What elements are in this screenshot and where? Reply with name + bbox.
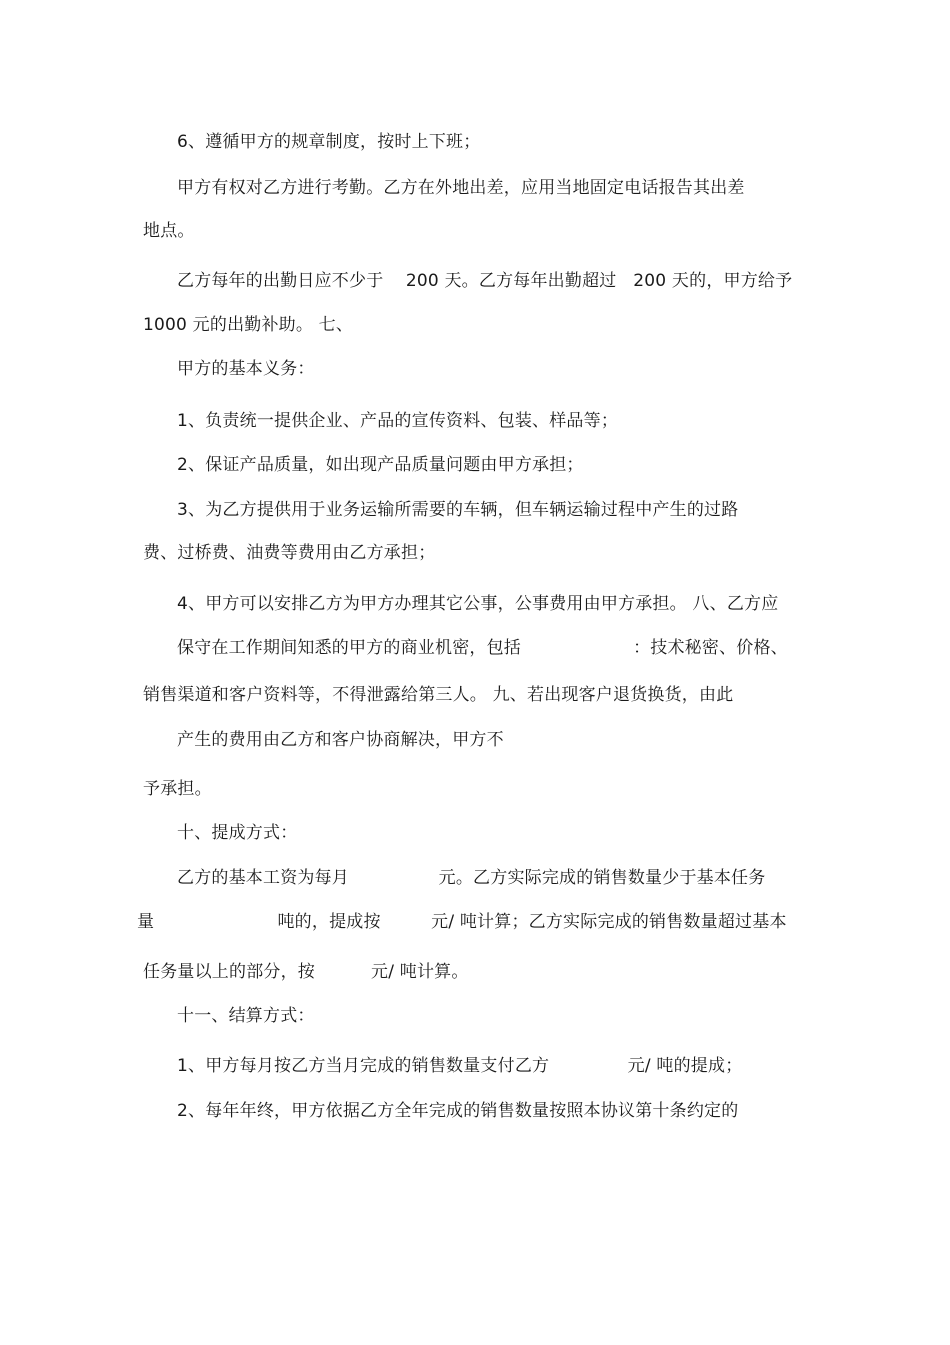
text-line: 销售渠道和客户资料等，不得泄露给第三人。 九、若出现客户退货换货，由此 xyxy=(143,685,734,705)
text-line: 十、提成方式： xyxy=(177,823,298,843)
text-line: 乙方的基本工资为每月 元。乙方实际完成的销售数量少于基本任务 xyxy=(177,868,766,888)
text-line: 1、负责统一提供企业、产品的宣传资料、包装、样品等； xyxy=(177,411,619,431)
text-line: 甲方的基本义务： xyxy=(177,359,315,379)
text-line: 4、甲方可以安排乙方为甲方办理其它公事，公事费用由甲方承担。 八、乙方应 xyxy=(177,594,779,614)
text-line: 乙方每年的出勤日应不少于 200 天。乙方每年出勤超过 200 天的，甲方给予 xyxy=(177,271,793,291)
text-line: 2、保证产品质量，如出现产品质量问题由甲方承担； xyxy=(177,455,584,475)
text-line: 2、每年年终，甲方依据乙方全年完成的销售数量按照本协议第十条约定的 xyxy=(177,1101,739,1121)
text-line: 予承担。 xyxy=(143,779,212,799)
text-line: 甲方有权对乙方进行考勤。乙方在外地出差，应用当地固定电话报告其出差 xyxy=(177,178,745,198)
text-line: 1000 元的出勤补助。 七、 xyxy=(143,315,354,335)
text-line: 1、甲方每月按乙方当月完成的销售数量支付乙方 元/ 吨的提成； xyxy=(177,1056,743,1076)
text-line: 任务量以上的部分，按 元/ 吨计算。 xyxy=(143,962,469,982)
text-line: 量 吨的，提成按 元/ 吨计算；乙方实际完成的销售数量超过基本 xyxy=(137,912,787,932)
text-line: 6、遵循甲方的规章制度，按时上下班； xyxy=(177,132,481,152)
text-line: 3、为乙方提供用于业务运输所需要的车辆，但车辆运输过程中产生的过路 xyxy=(177,500,739,520)
text-line: 保守在工作期间知悉的甲方的商业机密，包括 ：技术秘密、价格、 xyxy=(177,638,788,658)
text-line: 地点。 xyxy=(143,221,195,241)
text-line: 产生的费用由乙方和客户协商解决，甲方不 xyxy=(177,730,504,750)
text-line: 费、过桥费、油费等费用由乙方承担； xyxy=(143,543,436,563)
text-line: 十一、结算方式： xyxy=(177,1006,315,1026)
